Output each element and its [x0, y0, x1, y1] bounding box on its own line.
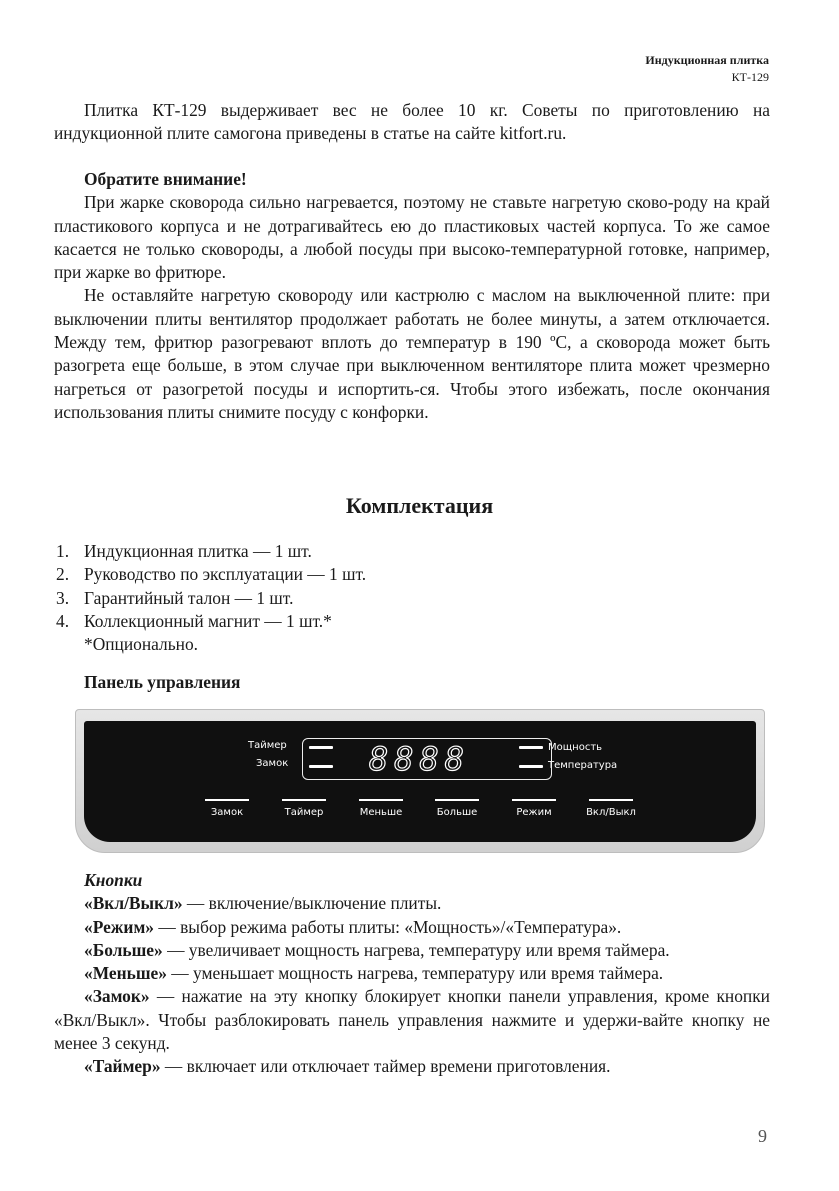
header-title: Индукционная плитка	[645, 53, 769, 67]
panel-button-power	[578, 799, 644, 818]
list-item-number: 3.	[56, 587, 70, 608]
button-desc: «Таймер» — включает или отключает таймер времени приготовления.	[84, 1056, 611, 1077]
label-power-indicator: Мощность	[548, 742, 603, 753]
intro-paragraph: Плитка КТ-129 выдерживает вес не более 10 кг. Советы по приготовлению на индукционной плите самогона приведены в статье на сайте kitfort.ru.	[54, 100, 770, 144]
intro-block	[54, 99, 770, 146]
kit-title: Комплектация	[345, 493, 494, 518]
label-temperature-indicator: Температура	[548, 760, 618, 771]
list-item-text: Руководство по эксплуатации — 1 шт.	[84, 564, 367, 585]
notice-paragraph-1: При жарке сковорода сильно нагревается, поэтому не ставьте нагретую сково-роду на край пластикового корпуса и не дотрагивайтесь ею до пластиковых частей корпуса. То же самое касается не только сковороды, а любой посуды при высоко-температурной готовке, например, при жарке во фритюре.	[54, 192, 770, 283]
list-item-number: 2.	[56, 564, 70, 585]
button-desc: «Больше» — увеличивает мощность нагрева, температуру или время таймера.	[84, 939, 670, 960]
panel-button-label: Режим	[516, 807, 552, 818]
kit-list	[56, 540, 366, 656]
kit-footnote: *Опционально.	[84, 634, 199, 655]
list-item-number: 1.	[56, 541, 70, 561]
buttons-title: Кнопки	[84, 870, 143, 890]
control-panel-face	[84, 721, 756, 842]
notice-paragraph-2: Не оставляйте нагретую сковороду или кастрюлю с маслом на выключенной плите: при выключении плиты вентилятор продолжает работать не более минуты, а затем отключается. Между тем, фритюр разогревают вплоть до температур в 190 ºC, а сковорода может быть разогрета еще больше, в этом случае при выключенном вентиляторе плита может чрезмерно нагреться от разогретой посуды и испортить-ся. Чтобы этого избежать, после окончания использования плиты снимите посуду с конфорки.	[54, 285, 770, 422]
buttons-description	[54, 869, 770, 1079]
button-desc: «Меньше» — уменьшает мощность нагрева, температуру или время таймера.	[84, 963, 664, 984]
panel-button-minus	[348, 799, 414, 818]
header-model: КТ-129	[731, 70, 769, 84]
display-digits: 8888	[369, 740, 471, 778]
panel-button-mode	[501, 799, 567, 818]
page-header	[645, 52, 769, 86]
indicator-dash-temperature	[519, 765, 543, 768]
indicator-dash-lock	[309, 765, 333, 768]
panel-button-label: Больше	[436, 807, 478, 818]
label-timer-indicator: Таймер	[248, 740, 287, 751]
panel-title: Панель управления	[84, 672, 241, 692]
button-desc: «Вкл/Выкл» — включение/выключение плиты.	[84, 893, 442, 914]
list-item-text: Гарантийный талон — 1 шт.	[84, 587, 294, 608]
button-desc: «Замок» — нажатие на эту кнопку блокирует кнопки панели управления, кроме кнопки «Вкл/Выкл». Чтобы разблокировать панель управления нажмите и удержи-вайте кнопку не менее 3 секунд.	[54, 986, 770, 1054]
list-item	[56, 563, 366, 586]
list-item-text: Коллекционный магнит — 1 шт.*	[84, 610, 332, 631]
led-display	[302, 738, 552, 780]
button-desc: «Режим» — выбор режима работы плиты: «Мощность»/«Температура».	[84, 916, 622, 937]
panel-button-plus	[424, 799, 490, 818]
label-lock-indicator: Замок	[256, 758, 289, 769]
panel-button-lock	[194, 799, 260, 818]
list-item	[56, 610, 366, 633]
notice-block	[54, 168, 770, 424]
panel-button-label: Вкл/Выкл	[586, 807, 636, 818]
panel-button-label: Таймер	[284, 807, 324, 818]
panel-button-label: Меньше	[359, 807, 403, 818]
list-item-number: 4.	[56, 610, 70, 631]
indicator-dash-timer	[309, 746, 333, 749]
notice-title: Обратите внимание!	[84, 169, 247, 189]
panel-button-label: Замок	[210, 807, 244, 818]
panel-button-timer	[271, 799, 337, 818]
list-item-text: Индукционная плитка — 1 шт.	[84, 541, 312, 561]
list-item	[56, 540, 366, 563]
control-panel-illustration	[75, 709, 765, 853]
list-item	[56, 587, 366, 610]
page-number: 9	[758, 1126, 767, 1146]
indicator-dash-power	[519, 746, 543, 749]
